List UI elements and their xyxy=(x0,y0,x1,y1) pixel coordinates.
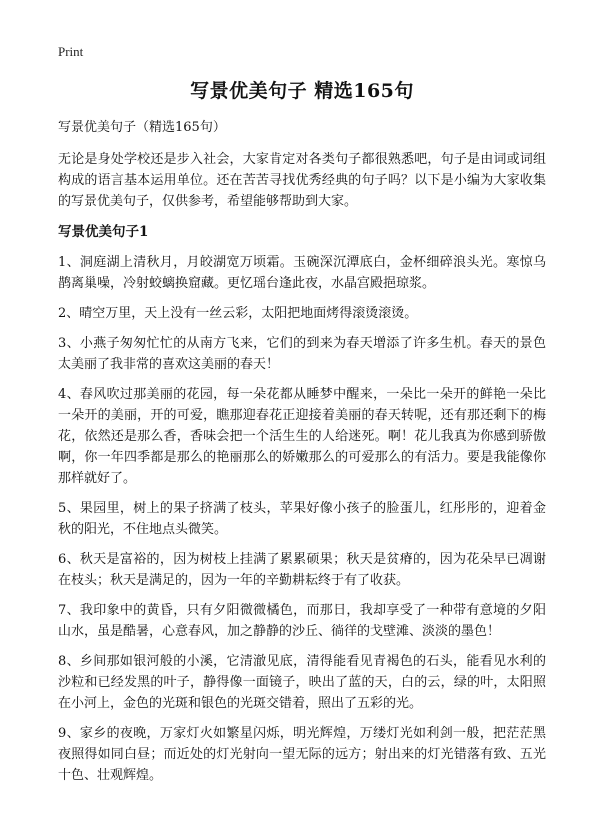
page-title: 写景优美句子 精选165句 xyxy=(190,80,414,102)
sentence-paragraph-7: 7、我印象中的黄昏，只有夕阳微微橘色，而那日，我却享受了一种带有意境的夕阳山水，虽是酷暑，心意春风，加之静静的沙丘、徜徉的戈壁滩、淡淡的墨色！ xyxy=(58,603,546,639)
document-subtitle: 写景优美句子（精选165句） xyxy=(58,120,226,135)
sentence-paragraph-2: 2、晴空万里，天上没有一丝云彩，太阳把地面烤得滚烫滚烫。 xyxy=(58,306,418,321)
sentence-paragraph-4: 4、春风吹过那美丽的花园，每一朵花都从睡梦中醒来，一朵比一朵开的鲜艳一朵比一朵开的美丽，开的可爱，瞧那迎春花正迎接着美丽的春天转呢，还有那还剩下的梅花，依然还是那么香，香味会把一个活生生的人给迷死。啊！花儿我真为你感到骄傲啊，你一年四季都是那么的艳丽那么的娇嫩那么的可爱那么的有活力。要是我能像你那样就好了。 xyxy=(58,387,546,486)
section-heading: 写景优美句子1 xyxy=(58,224,149,240)
intro-paragraph: 无论是身处学校还是步入社会，大家肯定对各类句子都很熟悉吧，句子是由词或词组构成的语言基本运用单位。还在苦苦寻找优秀经典的句子吗？以下是小编为大家收集的写景优美句子，仅供参考，希望能够帮助到大家。 xyxy=(58,152,546,209)
document-body xyxy=(58,78,546,786)
sentence-paragraph-3: 3、小燕子匆匆忙忙的从南方飞来，它们的到来为春天增添了许多生机。春天的景色太美丽了我非常的喜欢这美丽的春天！ xyxy=(58,336,546,372)
sentence-paragraph-5: 5、果园里，树上的果子挤满了枝头，苹果好像小孩子的脸蛋儿，红彤彤的，迎着金秋的阳光，不住地点头微笑。 xyxy=(58,501,546,537)
sentence-paragraph-9: 9、家乡的夜晚，万家灯火如繁星闪烁，明光辉煌，万缕灯光如利剑一般，把茫茫黑夜照得如同白昼；而近处的灯光射向一望无际的远方；射出来的灯光错落有致、五光十色、壮观辉煌。 xyxy=(58,726,546,783)
sentence-paragraph-1: 1、洞庭湖上清秋月，月皎湖宽万顷霜。玉碗深沉潭底白，金杯细碎浪头光。寒惊乌鹊离巢噪，冷射蛟螭换窟藏。更忆瑶台逢此夜，水晶宫殿挹琼浆。 xyxy=(58,255,546,291)
print-link[interactable]: Print xyxy=(58,44,84,59)
sentence-paragraph-6: 6、秋天是富裕的，因为树枝上挂满了累累硕果；秋天是贫瘠的，因为花朵早已凋谢在枝头；秋天是满足的，因为一年的辛勤耕耘终于有了收获。 xyxy=(58,552,546,588)
sentence-paragraph-8: 8、乡间那如银河般的小溪，它清澈见底，清得能看见青褐色的石头，能看见水利的沙粒和已经发黑的叶子，静得像一面镜子，映出了蓝的天，白的云，绿的叶，太阳照在小河上，金色的光斑和银色的光斑交错着，照出了五彩的光。 xyxy=(58,654,546,711)
